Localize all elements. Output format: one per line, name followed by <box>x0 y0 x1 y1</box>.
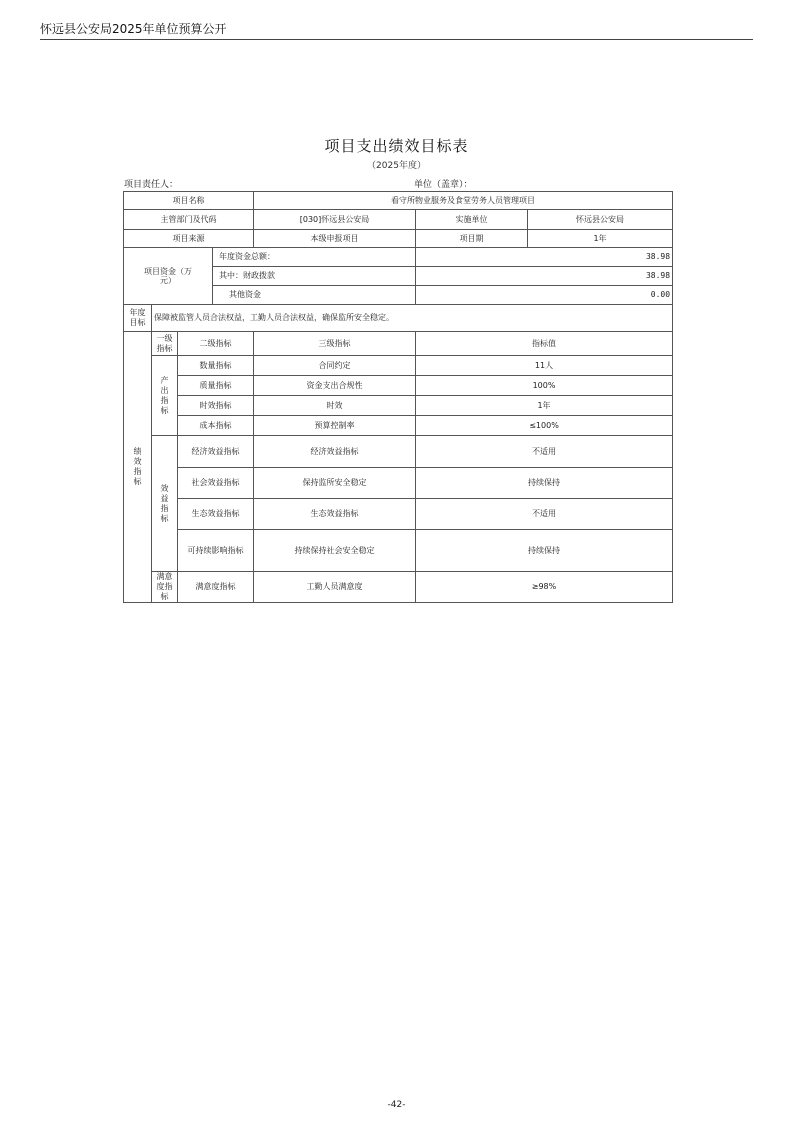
project-name-label: 项目名称 <box>124 192 254 210</box>
output-l2: 数量指标 <box>178 356 254 376</box>
table-title: 项目支出绩效目标表 <box>324 137 469 155</box>
col-level1: 一级指标 <box>152 332 178 356</box>
source-label: 项目来源 <box>124 230 254 248</box>
period-label: 项目期 <box>416 230 528 248</box>
satisfaction-l3: 工勤人员满意度 <box>254 572 416 603</box>
funds-fiscal-value: 38.98 <box>416 267 673 286</box>
satisfaction-value: ≥98% <box>416 572 673 603</box>
output-l3: 预算控制率 <box>254 416 416 436</box>
benefit-indicator-label: 效益指标 <box>152 436 178 572</box>
source-value: 本级申报项目 <box>254 230 416 248</box>
table-year: （2025年度） <box>367 161 426 171</box>
output-l3: 时效 <box>254 396 416 416</box>
funds-other-value: 0.00 <box>416 286 673 305</box>
output-l3: 合同约定 <box>254 356 416 376</box>
funds-fiscal-label: 其中：财政拨款 <box>213 267 416 286</box>
unit-seal-label: 单位（盖章）： <box>414 180 473 190</box>
benefit-value: 持续保持 <box>416 530 673 572</box>
output-l3: 资金支出合规性 <box>254 376 416 396</box>
output-l2: 质量指标 <box>178 376 254 396</box>
output-l2: 时效指标 <box>178 396 254 416</box>
responsible-person-label: 项目责任人： <box>124 180 179 190</box>
benefit-value: 不适用 <box>416 436 673 468</box>
col-indicator-value: 指标值 <box>416 332 673 356</box>
impl-unit-label: 实施单位 <box>416 210 528 230</box>
header-rule <box>40 39 753 40</box>
output-value: ≤100% <box>416 416 673 436</box>
benefit-l2: 生态效益指标 <box>178 499 254 530</box>
annual-goal-label: 年度目标 <box>124 305 152 332</box>
benefit-l2: 社会效益指标 <box>178 468 254 499</box>
funds-label: 项目资金（万元） <box>124 248 213 305</box>
output-value: 100% <box>416 376 673 396</box>
annual-goal-value: 保障被监管人员合法权益，工勤人员合法权益，确保监所安全稳定。 <box>152 305 673 332</box>
impl-unit-value: 怀远县公安局 <box>528 210 673 230</box>
funds-other-label: 其他资金 <box>213 286 416 305</box>
benefit-l2: 可持续影响指标 <box>178 530 254 572</box>
page-number: -42- <box>387 1100 406 1110</box>
funds-total-value: 38.98 <box>416 248 673 267</box>
output-value: 11人 <box>416 356 673 376</box>
dept-value: [030]怀远县公安局 <box>254 210 416 230</box>
benefit-value: 持续保持 <box>416 468 673 499</box>
project-name-value: 看守所物业服务及食堂劳务人员管理项目 <box>254 192 673 210</box>
col-level2: 二级指标 <box>178 332 254 356</box>
benefit-l3: 保持监所安全稳定 <box>254 468 416 499</box>
benefit-value: 不适用 <box>416 499 673 530</box>
document-header: 怀远县公安局2025年单位预算公开 <box>40 22 227 36</box>
performance-target-table <box>123 191 673 603</box>
benefit-l2: 经济效益指标 <box>178 436 254 468</box>
satisfaction-l2: 满意度指标 <box>178 572 254 603</box>
benefit-l3: 生态效益指标 <box>254 499 416 530</box>
benefit-l3: 持续保持社会安全稳定 <box>254 530 416 572</box>
col-level3: 三级指标 <box>254 332 416 356</box>
perf-indicator-label: 绩效指标 <box>124 332 152 603</box>
satisfaction-indicator-label: 满意度指标 <box>152 572 178 603</box>
benefit-l3: 经济效益指标 <box>254 436 416 468</box>
period-value: 1年 <box>528 230 673 248</box>
dept-label: 主管部门及代码 <box>124 210 254 230</box>
funds-total-label: 年度资金总额： <box>213 248 416 267</box>
output-indicator-label: 产出指标 <box>152 356 178 436</box>
output-value: 1年 <box>416 396 673 416</box>
output-l2: 成本指标 <box>178 416 254 436</box>
